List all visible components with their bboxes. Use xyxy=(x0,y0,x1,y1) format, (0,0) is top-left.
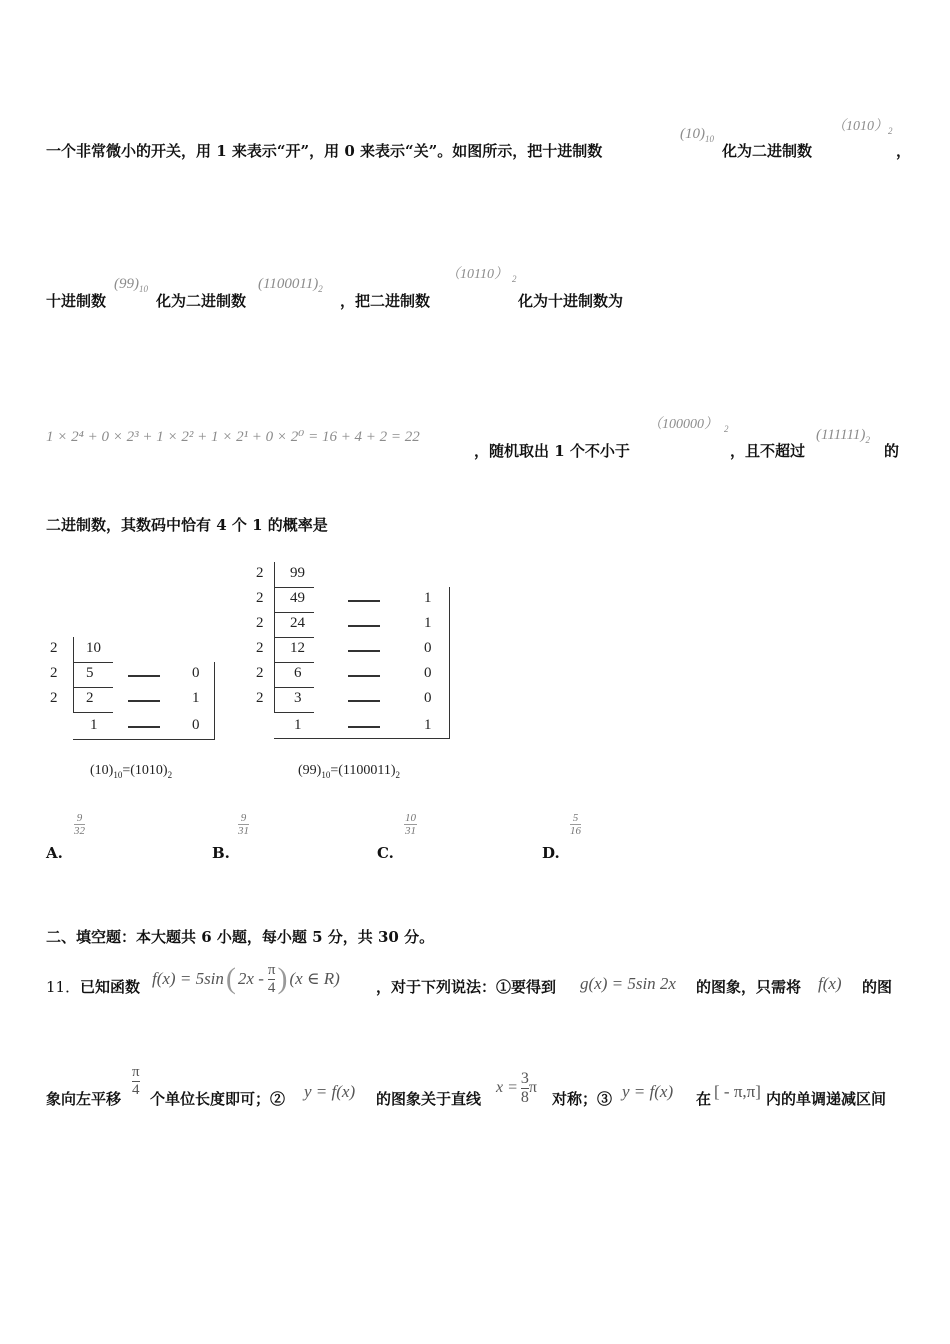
p11-axis-line: x = $\frac{3}{8}$ π xyxy=(496,1070,537,1106)
right-remainder: 0 xyxy=(424,640,432,656)
dash-separator xyxy=(348,675,380,677)
option-b-fraction: $\frac{9}{31}$ xyxy=(238,812,249,838)
p11-l2-d: 对称；③ xyxy=(552,1090,613,1108)
division-figure-right xyxy=(250,560,470,790)
line1-text: 一个非常微小的开关，用 1 来表示“开”，用 0 来表示“关”。如图所示，把十进制数 xyxy=(46,142,603,160)
line2-mid2: ，把二进制数 xyxy=(340,292,431,310)
section2-heading: 二、填空题：本大题共 6 小题，每小题 5 分，共 30 分。 xyxy=(46,928,435,946)
division-figure-left xyxy=(40,555,230,795)
left-divisor: 2 xyxy=(50,690,58,706)
right-quotient: 6 xyxy=(294,665,302,681)
left-remainder: 0 xyxy=(192,665,200,681)
expansion-equation: 1 × 2⁴ + 0 × 2³ + 1 × 2² + 1 × 2¹ + 0 × 2⁰ = 16 + 4 + 2 = 22 xyxy=(46,429,420,445)
division-rule-line xyxy=(73,662,113,663)
binary-100000: （100000） xyxy=(648,417,718,432)
dash-separator xyxy=(128,726,160,728)
option-b-label: B. xyxy=(212,844,230,862)
left-remainder: 1 xyxy=(192,690,200,706)
dash-separator xyxy=(348,650,380,652)
line1-mid: 化为二进制数 xyxy=(722,142,813,160)
problem10-line1 xyxy=(46,140,602,161)
right-quotient: 1 xyxy=(294,717,302,733)
right-remainder: 0 xyxy=(424,665,432,681)
left-caption: $(10)_{10}=(1010)_2$ xyxy=(90,763,173,780)
p11-f-ref: f(x) xyxy=(818,974,842,993)
right-quotient: 3 xyxy=(294,690,302,706)
p11-l2-e: 在 xyxy=(696,1090,712,1108)
option-c-fraction: $\frac{10}{31}$ xyxy=(405,812,416,838)
dash-separator xyxy=(348,726,380,728)
dash-separator xyxy=(348,700,380,702)
division-rule-line xyxy=(274,687,314,688)
division-rule-line xyxy=(274,712,314,713)
right-caption: $(99)_{10}=(1100011)_2$ xyxy=(298,763,401,780)
binary-111111: $(111111)_2$ xyxy=(816,427,870,445)
dash-separator xyxy=(128,700,160,702)
binary-100000-base: 2 xyxy=(724,424,729,434)
left-quotient: 1 xyxy=(90,717,98,733)
left-quotient: 10 xyxy=(86,640,101,656)
right-divisor: 2 xyxy=(256,665,264,681)
binary-10110-base: 2 xyxy=(512,274,517,284)
option-a-label: A. xyxy=(46,844,63,862)
p11-g-function: g(x) = 5sin 2x xyxy=(580,974,676,993)
binary-1010-base: 2 xyxy=(888,126,893,136)
p11-l2-a: 象向左平移 xyxy=(46,1090,122,1108)
p11-interval: [ - π,π] xyxy=(714,1082,761,1101)
dash-separator xyxy=(348,625,380,627)
binary-10110: （10110） xyxy=(446,267,508,282)
p11-function-definition: f(x) = 5sin ( 2x - $\frac{\pi}{4}$ ) (x ∈ R) xyxy=(152,962,340,996)
p11-l2-c: 的图象关于直线 xyxy=(376,1090,482,1108)
line2-start: 十进制数 xyxy=(46,292,107,310)
dash-separator xyxy=(128,675,160,677)
option-a-fraction: $\frac{9}{32}$ xyxy=(74,812,85,838)
division-rule-line xyxy=(73,739,215,740)
right-divisor: 2 xyxy=(256,690,264,706)
right-quotient: 24 xyxy=(290,615,305,631)
division-rule-line xyxy=(449,587,450,738)
line3-mid2: ，且不超过 xyxy=(730,442,806,460)
decimal-99: $(99)_{10}$ xyxy=(114,276,148,294)
left-quotient: 2 xyxy=(86,690,94,706)
division-rule-line xyxy=(73,637,74,712)
right-divisor: 2 xyxy=(256,640,264,656)
binary-1100011: $(1100011)_2$ xyxy=(258,276,323,294)
p11-l2-f: 内的单调递减区间 xyxy=(766,1090,887,1108)
left-remainder: 0 xyxy=(192,717,200,733)
division-rule-line xyxy=(274,587,314,588)
right-quotient: 12 xyxy=(290,640,305,656)
p11-y-equals-f-1: y = f(x) xyxy=(304,1082,356,1101)
p11-l2-b: 个单位长度即可；② xyxy=(150,1090,286,1108)
division-rule-line xyxy=(274,662,314,663)
decimal-10: $(10)_{10}$ xyxy=(680,126,714,144)
option-c-label: C. xyxy=(377,844,394,862)
division-rule-line xyxy=(73,687,113,688)
right-remainder: 1 xyxy=(424,615,432,631)
division-rule-line xyxy=(274,738,450,739)
right-quotient: 49 xyxy=(290,590,305,606)
line3-mid: ，随机取出 1 个不小于 xyxy=(474,442,630,460)
left-divisor: 2 xyxy=(50,665,58,681)
p11-l1-d: 的图 xyxy=(862,978,893,996)
p11-y-equals-f-2: y = f(x) xyxy=(622,1082,674,1101)
binary-1010: （1010） xyxy=(832,119,888,134)
division-rule-line xyxy=(214,662,215,739)
p11-shift-fraction: $\frac{\pi}{4}$ xyxy=(132,1064,140,1098)
line3-end: 的 xyxy=(884,442,900,460)
line2-end: 化为十进制数为 xyxy=(518,292,624,310)
right-quotient: 99 xyxy=(290,565,305,581)
option-d-label: D. xyxy=(542,844,560,862)
p11-l1-b: ，对于下列说法：①要得到 xyxy=(376,978,557,996)
p11-l1-a: 已知函数 xyxy=(80,978,141,996)
dash-separator xyxy=(348,600,380,602)
line1-end: ， xyxy=(896,142,912,160)
right-remainder: 0 xyxy=(424,690,432,706)
line4: 二进制数，其数码中恰有 4 个 1 的概率是 xyxy=(46,516,328,534)
option-d-fraction: $\frac{5}{16}$ xyxy=(570,812,581,838)
right-remainder: 1 xyxy=(424,717,432,733)
line2-mid: 化为二进制数 xyxy=(156,292,247,310)
right-remainder: 1 xyxy=(424,590,432,606)
division-rule-line xyxy=(73,712,113,713)
right-divisor: 2 xyxy=(256,565,264,581)
left-quotient: 5 xyxy=(86,665,94,681)
right-divisor: 2 xyxy=(256,590,264,606)
division-rule-line xyxy=(274,637,314,638)
p11-l1-c: 的图象，只需将 xyxy=(696,978,802,996)
right-divisor: 2 xyxy=(256,615,264,631)
problem11-number: 11． xyxy=(46,978,81,996)
left-divisor: 2 xyxy=(50,640,58,656)
division-rule-line xyxy=(274,612,314,613)
